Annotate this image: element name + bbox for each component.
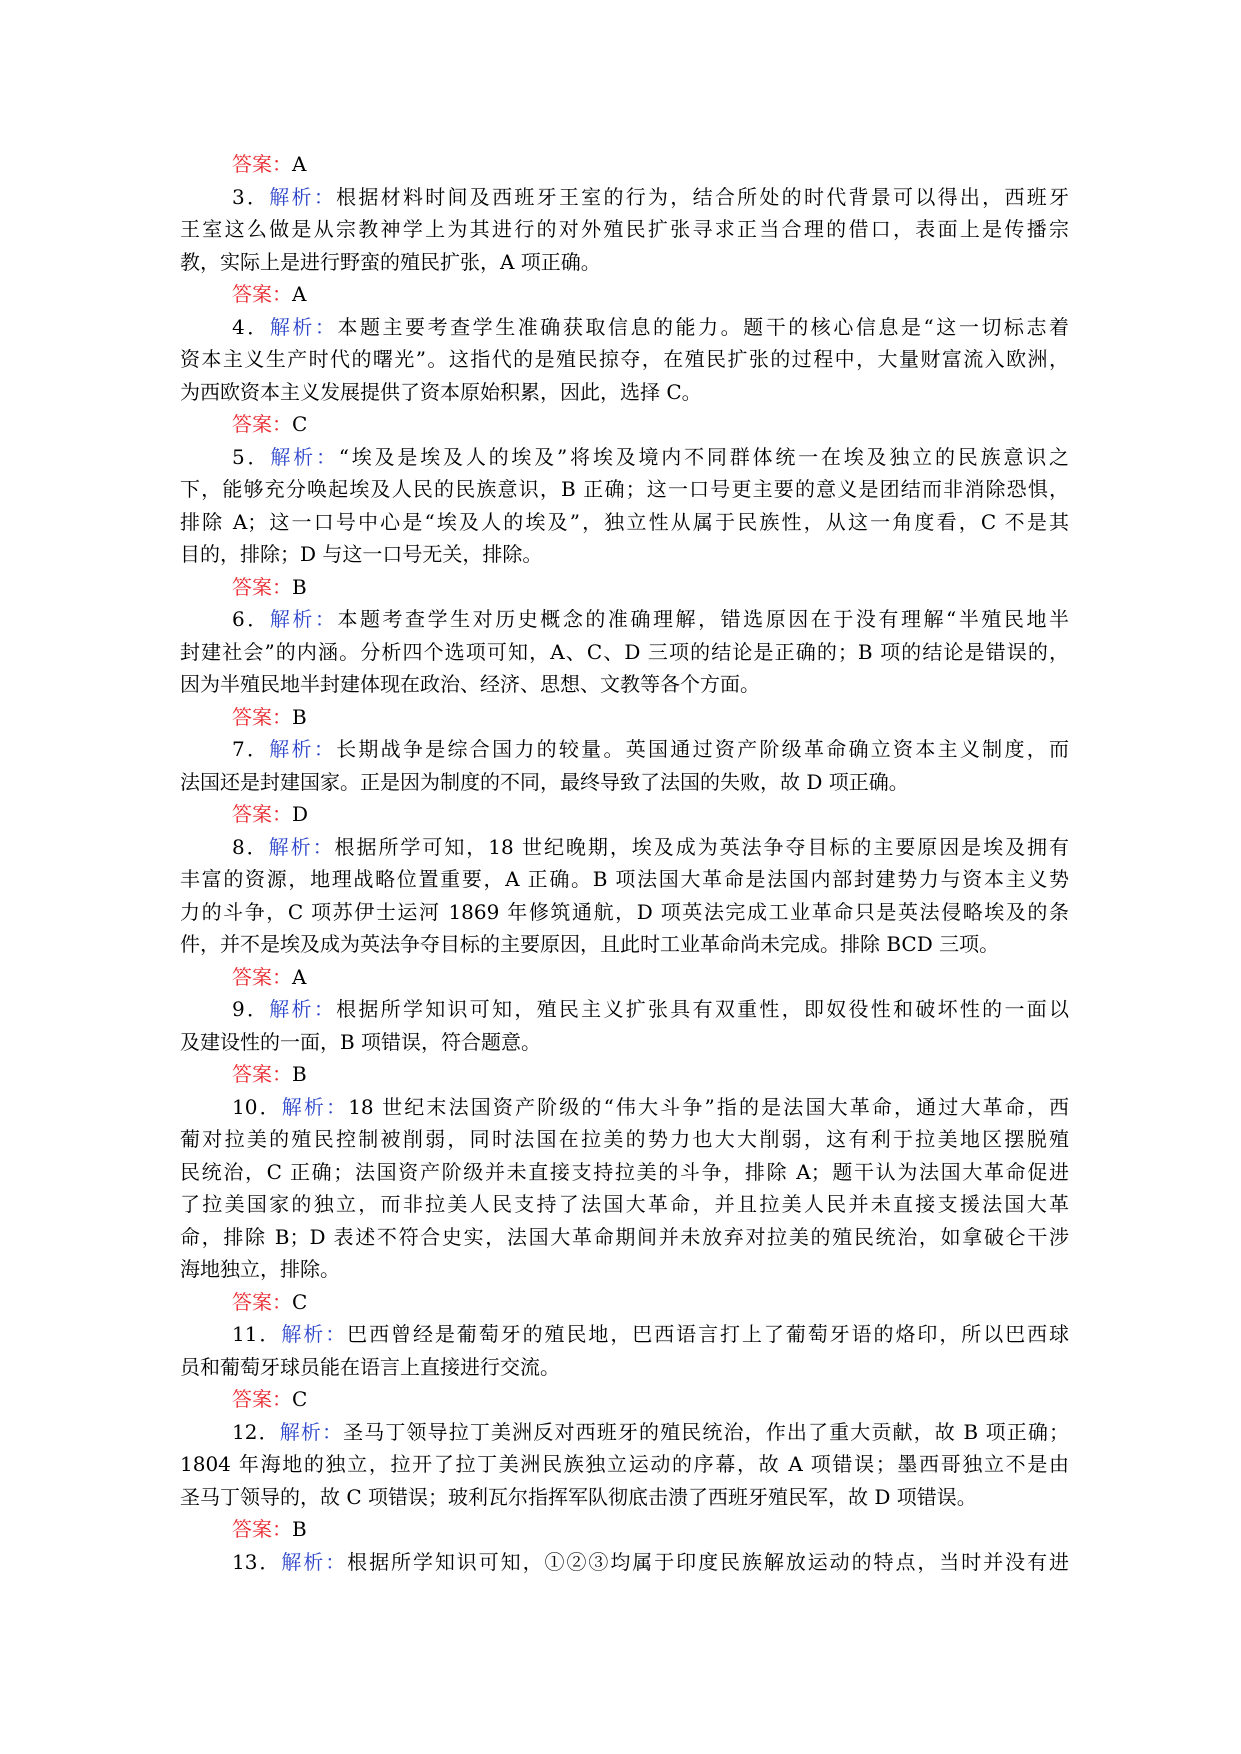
- analysis-line: [180, 733, 1069, 766]
- analysis-line: [180, 311, 1069, 344]
- answer-value: B: [292, 704, 307, 729]
- analysis-text: 件，并不是埃及成为英法争夺目标的主要原因，且此时工业革命尚未完成。排除 BCD 三项。: [180, 932, 1000, 956]
- analysis-text: 圣马丁领导的，故 C 项错误；玻利瓦尔指挥军队彻底击溃了西班牙殖民军，故 D 项错误。: [180, 1484, 977, 1509]
- analysis-line: [180, 1253, 1069, 1286]
- analysis-block: [180, 181, 1069, 279]
- question-number: 6．: [232, 607, 270, 631]
- analysis-label: 解析：: [269, 314, 338, 339]
- analysis-text: 海地独立，排除。: [180, 1257, 340, 1281]
- analysis-label: 解析：: [269, 607, 338, 631]
- analysis-text: “埃及是埃及人的埃及”将埃及境内不同群体统一在埃及独立的民族意识之: [338, 444, 1069, 469]
- answer-value: A: [292, 152, 307, 176]
- answer-label: 答案：: [232, 152, 292, 176]
- analysis-text: 目的，排除；D 与这一口号无关，排除。: [180, 542, 543, 566]
- analysis-label: 解析：: [269, 184, 337, 209]
- analysis-label: 解析：: [270, 444, 339, 469]
- analysis-line: [180, 603, 1069, 636]
- analysis-text: 1804 年海地的独立，拉开了拉丁美洲民族独立运动的序幕，故 A 项错误；墨西哥独立不是由: [180, 1452, 1069, 1476]
- question-number: 12．: [232, 1419, 280, 1444]
- analysis-line: [180, 1351, 1069, 1384]
- analysis-text: 命，排除 B；D 表述不符合史实，法国大革命期间并未放弃对拉美的殖民统治，如拿破仑干涉: [180, 1224, 1069, 1249]
- analysis-text: 王室这么做是从宗教神学上为其进行的对外殖民扩张寻求正当合理的借口，表面上是传播宗: [180, 217, 1069, 241]
- answer-line: [180, 278, 1069, 311]
- analysis-text: 葡对拉美的殖民控制被削弱，同时法国在拉美的势力也大大削弱，这有利于拉美地区摆脱殖: [180, 1127, 1069, 1151]
- analysis-text: 封建社会”的内涵。分析四个选项可知，A、C、D 三项的结论是正确的；B 项的结论是错误的，: [180, 639, 1069, 664]
- analysis-line: [180, 1156, 1069, 1189]
- analysis-line: [180, 766, 1069, 799]
- answer-label: 答案：: [232, 412, 292, 436]
- answer-line: [180, 701, 1069, 734]
- analysis-text: 及建设性的一面，B 项错误，符合题意。: [180, 1029, 542, 1054]
- analysis-block: [180, 733, 1069, 798]
- answer-value: A: [292, 964, 307, 989]
- analysis-block: [180, 1318, 1069, 1383]
- answer-value: C: [292, 1289, 308, 1314]
- document-page: [180, 148, 1069, 1578]
- analysis-block: [180, 603, 1069, 701]
- answer-label: 答案：: [232, 574, 292, 599]
- analysis-line: [180, 376, 1069, 409]
- answer-value: B: [292, 1062, 307, 1086]
- analysis-text: 丰富的资源，地理战略位置重要，A 正确。B 项法国大革命是法国内部封建势力与资本主义势: [180, 867, 1069, 891]
- analysis-text: 排除 A；这一口号中心是“埃及人的埃及”，独立性从属于民族性，从这一角度看，C 不是其: [180, 509, 1069, 534]
- analysis-text: 力的斗争，C 项苏伊士运河 1869 年修筑通航，D 项英法完成工业革命只是英法侵略埃及的条: [180, 899, 1069, 924]
- answer-line: [180, 961, 1069, 994]
- question-number: 10．: [232, 1094, 282, 1119]
- analysis-block: [180, 1416, 1069, 1514]
- answer-value: C: [292, 412, 308, 436]
- analysis-text: 圣马丁领导拉丁美洲反对西班牙的殖民统治，作出了重大贡献，故 B 项正确；: [343, 1419, 1069, 1444]
- answer-label: 答案：: [232, 704, 292, 729]
- analysis-line: [180, 1318, 1069, 1351]
- analysis-block: [180, 993, 1069, 1058]
- analysis-text: 根据所学知识可知，①②③均属于印度民族解放运动的特点，当时并没有进: [347, 1549, 1069, 1574]
- answer-line: [180, 1513, 1069, 1546]
- analysis-text: 了拉美国家的独立，而非拉美人民支持了法国大革命，并且拉美人民并未直接支援法国大革: [180, 1192, 1069, 1216]
- analysis-line: [180, 636, 1069, 669]
- analysis-line: [180, 213, 1069, 246]
- analysis-line: [180, 1448, 1069, 1481]
- answer-line: [180, 1286, 1069, 1319]
- analysis-line: [180, 1091, 1069, 1124]
- analysis-line: [180, 1481, 1069, 1514]
- analysis-line: [180, 1416, 1069, 1449]
- analysis-label: 解析：: [269, 737, 337, 761]
- analysis-line: [180, 181, 1069, 214]
- analysis-line: [180, 1026, 1069, 1059]
- question-number: 8．: [232, 834, 269, 859]
- answer-label: 答案：: [232, 282, 292, 306]
- answer-label: 答案：: [232, 802, 292, 826]
- analysis-label: 解析：: [281, 1322, 348, 1346]
- analysis-label: 解析：: [268, 834, 335, 859]
- analysis-block: [180, 1546, 1069, 1579]
- analysis-line: [180, 343, 1069, 376]
- analysis-line: [180, 441, 1069, 474]
- answer-label: 答案：: [232, 1517, 292, 1541]
- analysis-line: [180, 863, 1069, 896]
- answer-value: D: [292, 802, 309, 826]
- analysis-line: [180, 246, 1069, 279]
- answer-line: [180, 798, 1069, 831]
- analysis-text: 长期战争是综合国力的较量。英国通过资产阶级革命确立资本主义制度，而: [336, 737, 1069, 761]
- question-number: 13．: [232, 1549, 282, 1574]
- answer-label: 答案：: [232, 1289, 292, 1314]
- analysis-label: 解析：: [269, 997, 337, 1021]
- analysis-text: 18 世纪末法国资产阶级的“伟大斗争”指的是法国大革命，通过大革命，西: [348, 1094, 1069, 1119]
- answer-value: B: [292, 1517, 307, 1541]
- analysis-text: 法国还是封建国家。正是因为制度的不同，最终导致了法国的失败，故 D 项正确。: [180, 769, 909, 794]
- analysis-line: [180, 473, 1069, 506]
- answer-line: [180, 571, 1069, 604]
- question-number: 4．: [232, 314, 270, 339]
- analysis-text: 本题主要考查学生准确获取信息的能力。题干的核心信息是“这一切标志着: [337, 314, 1069, 339]
- analysis-line: [180, 1123, 1069, 1156]
- analysis-block: [180, 1091, 1069, 1286]
- answer-label: 答案：: [232, 1387, 292, 1411]
- question-number: 5．: [232, 444, 271, 469]
- analysis-text: 下，能够充分唤起埃及人民的民族意识，B 正确；这一口号更主要的意义是团结而非消除恐惧，: [180, 477, 1069, 501]
- answer-value: C: [292, 1387, 308, 1411]
- analysis-line: [180, 1221, 1069, 1254]
- analysis-line: [180, 668, 1069, 701]
- analysis-text: 教，实际上是进行野蛮的殖民扩张，A 项正确。: [180, 249, 601, 274]
- analysis-line: [180, 538, 1069, 571]
- analysis-line: [180, 896, 1069, 929]
- answer-line: [180, 148, 1069, 181]
- answer-label: 答案：: [232, 1062, 292, 1086]
- analysis-text: 根据所学知识可知，殖民主义扩张具有双重性，即奴役性和破坏性的一面以: [336, 997, 1069, 1021]
- question-number: 7．: [232, 737, 270, 761]
- analysis-text: 员和葡萄牙球员能在语言上直接进行交流。: [180, 1354, 560, 1379]
- analysis-text: 资本主义生产时代的曙光”。这指代的是殖民掠夺，在殖民扩张的过程中，大量财富流入欧洲，: [180, 347, 1069, 371]
- answer-label: 答案：: [232, 964, 292, 989]
- question-number: 3．: [232, 184, 270, 209]
- analysis-line: [180, 1188, 1069, 1221]
- analysis-label: 解析：: [279, 1419, 344, 1444]
- analysis-text: 根据材料时间及西班牙王室的行为，结合所处的时代背景可以得出，西班牙: [336, 184, 1069, 209]
- analysis-line: [180, 831, 1069, 864]
- analysis-label: 解析：: [281, 1549, 348, 1574]
- answer-line: [180, 1383, 1069, 1416]
- analysis-text: 因为半殖民地半封建体现在政治、经济、思想、文教等各个方面。: [180, 672, 760, 696]
- analysis-text: 根据所学可知，18 世纪晚期，埃及成为英法争夺目标的主要原因是埃及拥有: [334, 834, 1069, 859]
- analysis-line: [180, 1546, 1069, 1579]
- analysis-label: 解析：: [281, 1094, 349, 1119]
- analysis-text: 为西欧资本主义发展提供了资本原始积累，因此，选择 C。: [180, 379, 702, 404]
- analysis-line: [180, 506, 1069, 539]
- analysis-block: [180, 831, 1069, 961]
- analysis-block: [180, 311, 1069, 409]
- answer-line: [180, 1058, 1069, 1091]
- question-number: 9．: [232, 997, 270, 1021]
- analysis-text: 本题考查学生对历史概念的准确理解，错选原因在于没有理解“半殖民地半: [337, 607, 1069, 631]
- analysis-line: [180, 993, 1069, 1026]
- analysis-line: [180, 928, 1069, 961]
- analysis-text: 民统治，C 正确；法国资产阶级并未直接支持拉美的斗争，排除 A；题干认为法国大革命促进: [180, 1159, 1069, 1184]
- answer-value: A: [292, 282, 307, 306]
- answer-line: [180, 408, 1069, 441]
- answer-value: B: [292, 574, 307, 599]
- analysis-text: 巴西曾经是葡萄牙的殖民地，巴西语言打上了葡萄牙语的烙印，所以巴西球: [347, 1322, 1069, 1346]
- analysis-block: [180, 441, 1069, 571]
- question-number: 11．: [232, 1322, 282, 1346]
